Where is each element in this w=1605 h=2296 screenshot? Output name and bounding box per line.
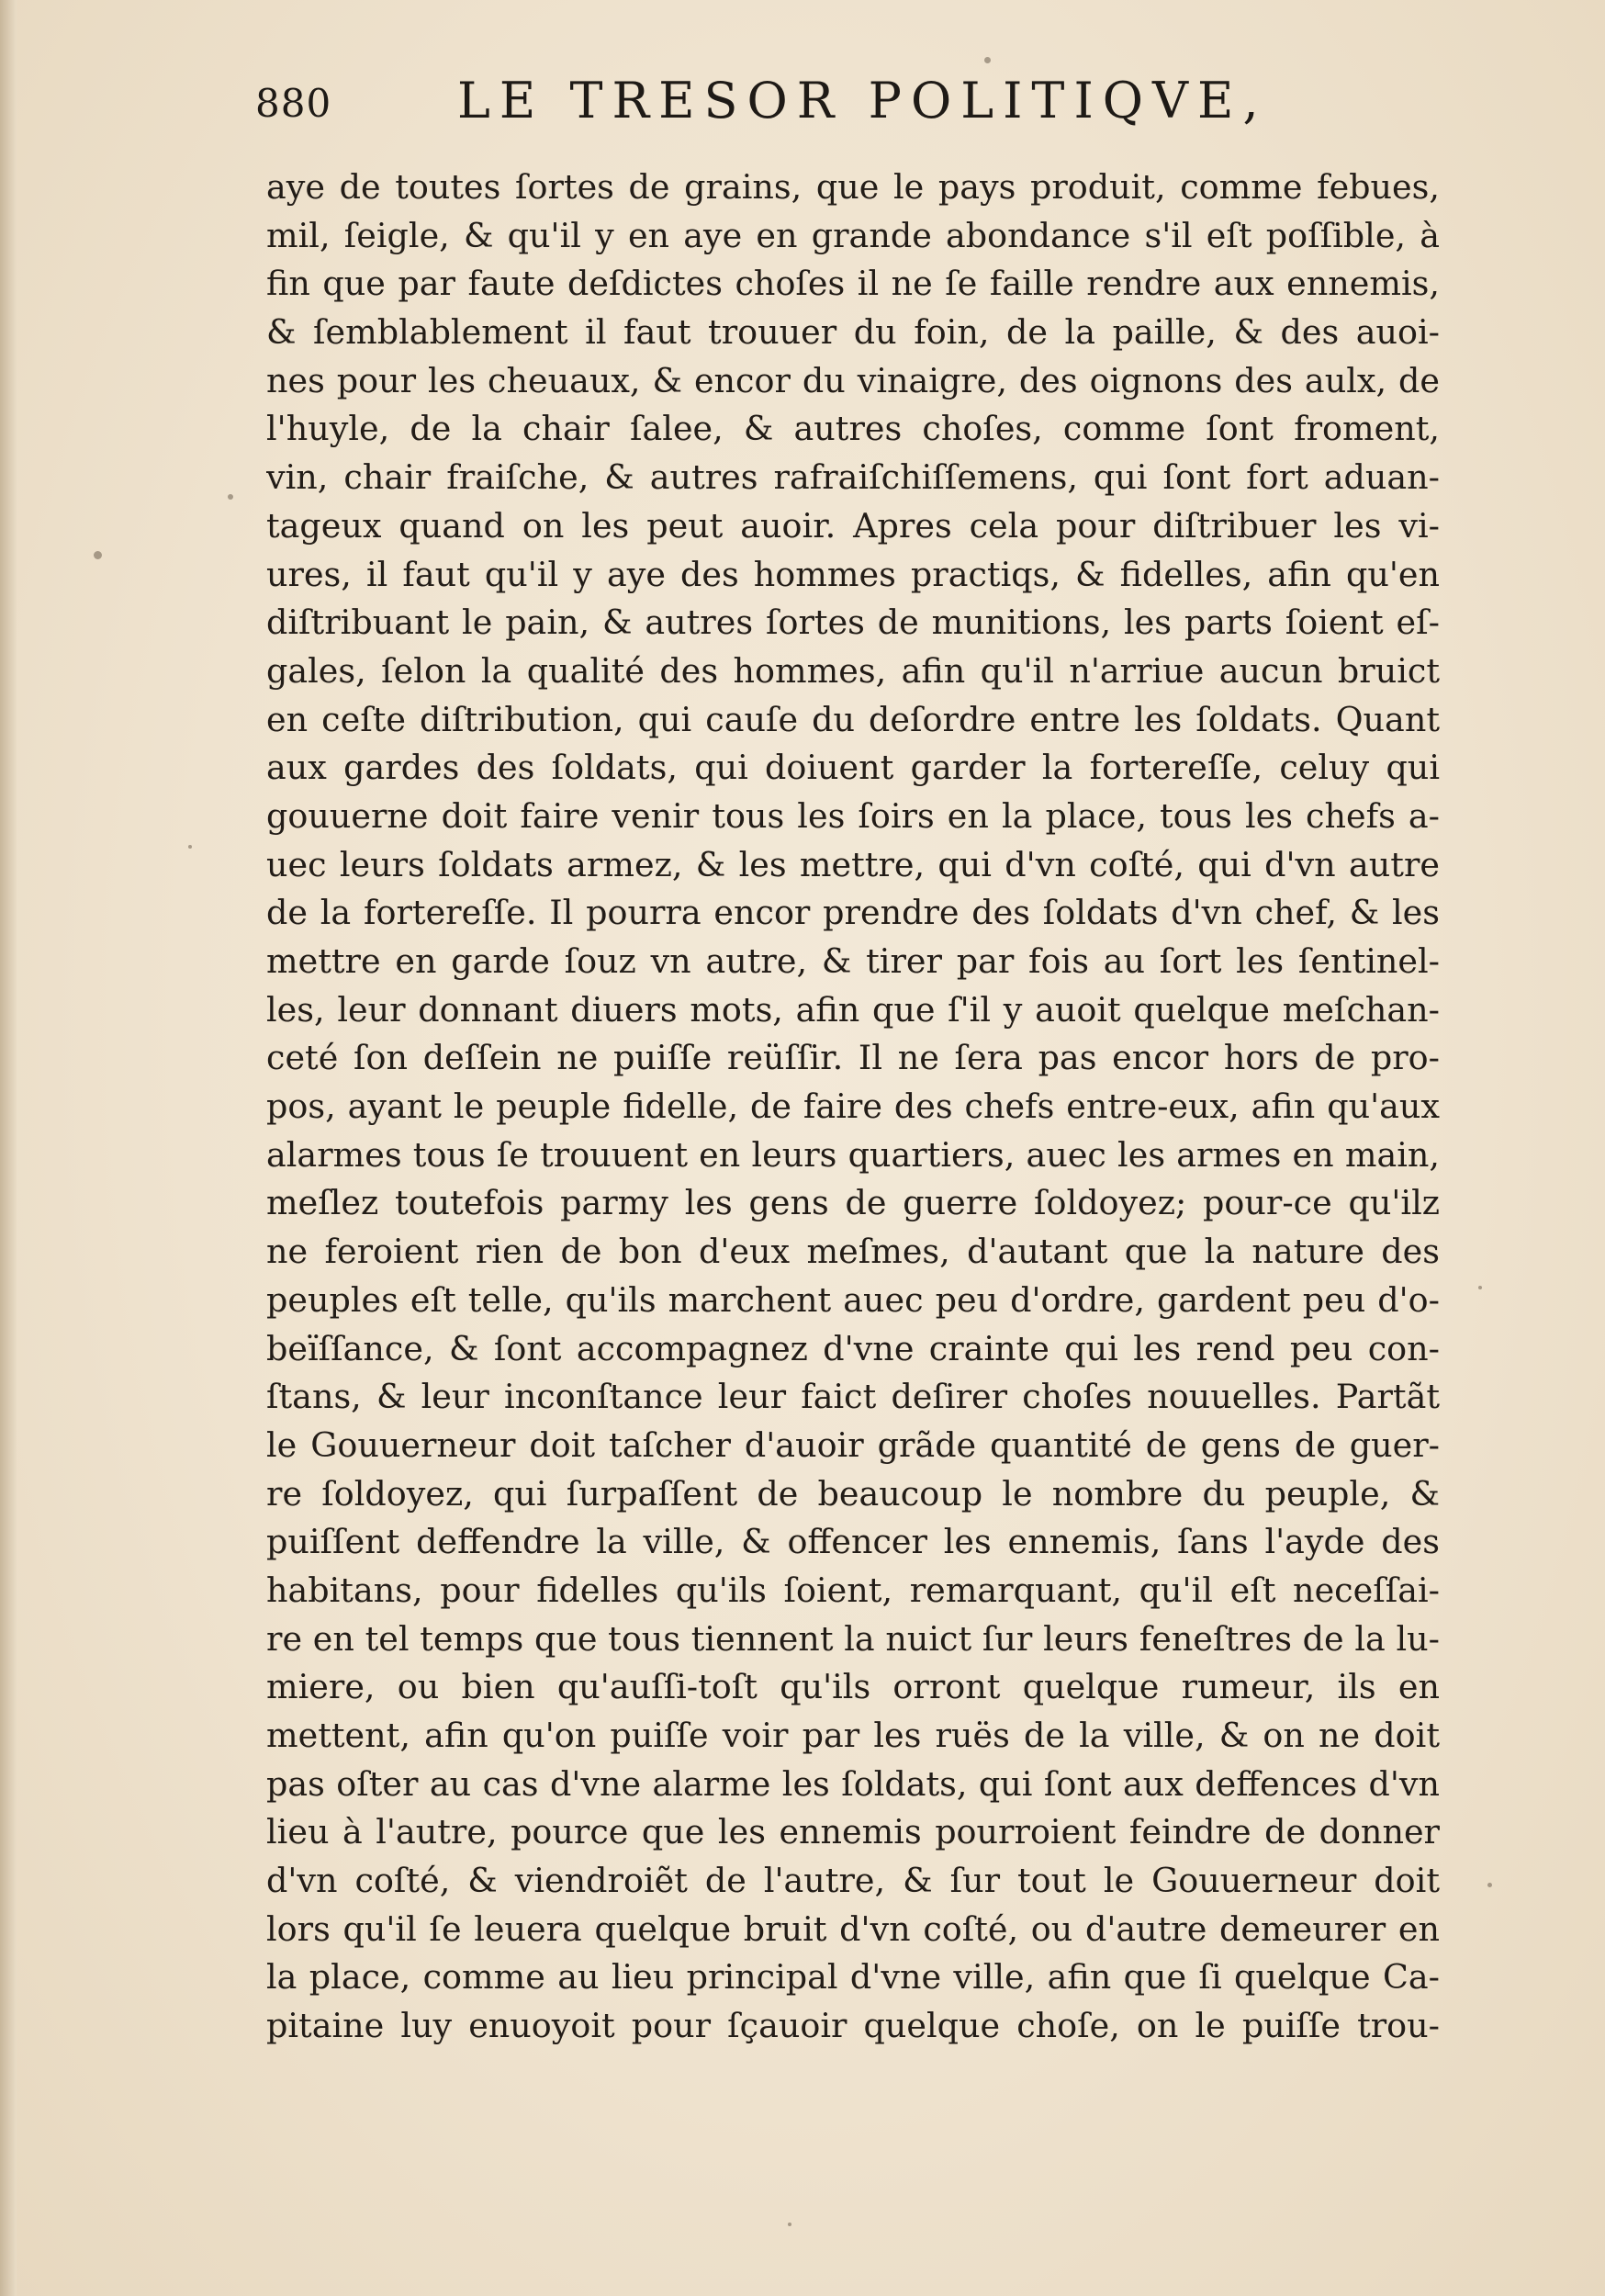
text-line: ne feroient rien de bon d'eux meſmes, d'autant que la nature des xyxy=(266,1232,1440,1272)
text-line: gouuerne doit faire venir tous les ſoirs en la place, tous les chefs a- xyxy=(266,795,1440,836)
text-line: ceté ſon deſſein ne puiſſe reüſſir. Il ne ſera pas encor hors de pro- xyxy=(266,1038,1440,1078)
text-line: gales, ſelon la qualité des hommes, afin qu'il n'arriue aucun bruict xyxy=(266,650,1440,691)
text-line: en ceſte diſtribution, qui cauſe du deſordre entre les ſoldats. Quant xyxy=(266,699,1440,739)
text-line: & ſemblablement il faut trouuer du foin, de la paille, & des auoi- xyxy=(266,312,1440,353)
text-line: tageux quand on les peut auoir. Apres cela pour diſtribuer les vi- xyxy=(266,505,1440,546)
paper-speck xyxy=(228,494,233,500)
paper-speck xyxy=(1487,1883,1492,1887)
text-line: uec leurs ſoldats armez, & les mettre, qui d'vn coſté, qui d'vn autre xyxy=(266,844,1440,884)
text-line: lieu à l'autre, pource que les ennemis pourroient feindre de donner xyxy=(266,1812,1440,1852)
text-line: le Gouuerneur doit taſcher d'auoir grãde quantité de gens de guer- xyxy=(266,1424,1440,1465)
body-text xyxy=(266,163,1440,2051)
text-line: les, leur donnant diuers mots, afin que ſ'il y auoit quelque meſchan- xyxy=(266,989,1440,1030)
text-line: pas oſter au cas d'vne alarme les ſoldats, qui ſont aux deffences d'vn xyxy=(266,1763,1440,1804)
page-number: 880 xyxy=(255,81,332,126)
text-line: fin que par faute deſdictes choſes il ne ſe faille rendre aux ennemis, xyxy=(266,264,1440,304)
text-line: alarmes tous ſe trouuent en leurs quartiers, auec les armes en main, xyxy=(266,1134,1440,1175)
text-line: l'huyle, de la chair ſalee, & autres choſes, comme ſont froment, xyxy=(266,409,1440,449)
text-line: pitaine luy enuoyoit pour ſçauoir quelque choſe, on le puiſſe trou- xyxy=(266,2006,1440,2046)
running-title: LE TRESOR POLITIQVE, xyxy=(457,72,1268,129)
text-line: puiſſent deffendre la ville, & offencer les ennemis, ſans l'ayde des xyxy=(266,1522,1440,1562)
text-line: d'vn coſté, & viendroiẽt de l'autre, & ſur tout le Gouuerneur doit xyxy=(266,1861,1440,1901)
text-line: meſlez toutefois parmy les gens de guerre ſoldoyez; pour-ce qu'ilz xyxy=(266,1183,1440,1223)
paper-speck xyxy=(788,2223,791,2226)
text-line: aux gardes des ſoldats, qui doiuent garder la fortereſſe, celuy qui xyxy=(266,748,1440,788)
text-line: pos, ayant le peuple fidelle, de faire des chefs entre-eux, afin qu'aux xyxy=(266,1086,1440,1127)
paper-speck xyxy=(94,551,102,559)
text-line: re en tel temps que tous tiennent la nuict ſur leurs feneſtres de la lu- xyxy=(266,1618,1440,1659)
text-line: lors qu'il ſe leuera quelque bruit d'vn coſté, ou d'autre demeurer en xyxy=(266,1908,1440,1949)
text-line: beïſſance, & ſont accompagnez d'vne crainte qui les rend peu con- xyxy=(266,1328,1440,1368)
text-line: mettent, afin qu'on puiſſe voir par les ruës de la ville, & on ne doit xyxy=(266,1716,1440,1755)
paper-speck xyxy=(1478,1286,1482,1289)
page-header xyxy=(255,72,1449,145)
text-line: la place, comme au lieu principal d'vne ville, afin que ſi quelque Ca- xyxy=(266,1957,1440,1998)
text-line: ſtans, & leur inconſtance leur faict deſirer choſes nouuelles. Partãt xyxy=(266,1377,1440,1417)
paper-speck xyxy=(188,845,192,849)
text-line: aye de toutes ſortes de grains, que le pays produit, comme febues, xyxy=(266,167,1440,207)
text-line: mil, ſeigle, & qu'il y en aye en grande abondance s'il eſt poſſible, à xyxy=(266,215,1440,255)
text-line: peuples eſt telle, qu'ils marchent auec peu d'ordre, gardent peu d'o- xyxy=(266,1279,1440,1320)
page-gutter-edge xyxy=(0,0,17,2296)
text-line: mettre en garde ſouz vn autre, & tirer par fois au ſort les ſentinel- xyxy=(266,941,1440,981)
text-line: re ſoldoyez, qui ſurpaſſent de beaucoup le nombre du peuple, & xyxy=(266,1473,1440,1514)
text-line: vin, chair fraiſche, & autres rafraiſchiſſemens, qui ſont fort aduan- xyxy=(266,457,1440,498)
text-line: diſtribuant le pain, & autres ſortes de munitions, les parts ſoient eſ- xyxy=(266,602,1440,643)
text-line: ures, il faut qu'il y aye des hommes practiqs, & fidelles, afin qu'en xyxy=(266,554,1440,594)
text-line: de la fortereſſe. Il pourra encor prendre des ſoldats d'vn chef, & les xyxy=(266,893,1440,933)
text-line: habitans, pour fidelles qu'ils ſoient, remarquant, qu'il eſt neceſſai- xyxy=(266,1570,1440,1610)
text-line: nes pour les cheuaux, & encor du vinaigre, des oignons des aulx, de xyxy=(266,360,1440,400)
paper-speck xyxy=(984,57,991,63)
text-line: miere, ou bien qu'auſſi-toſt qu'ils orront quelque rumeur, ils en xyxy=(266,1667,1440,1707)
